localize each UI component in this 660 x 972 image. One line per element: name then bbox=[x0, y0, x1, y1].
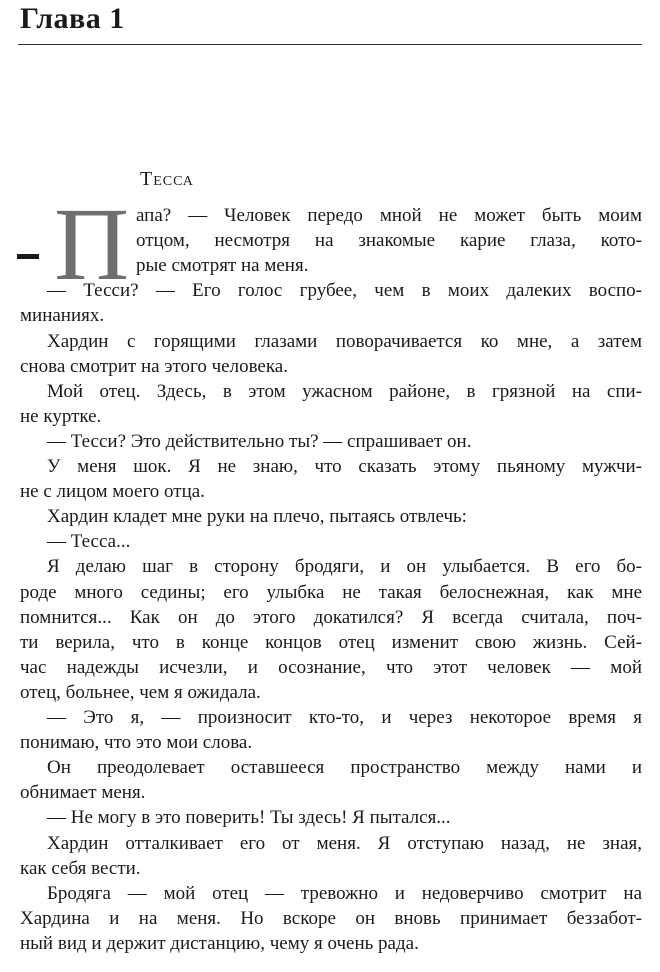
text-line: минаниях. bbox=[20, 305, 105, 327]
text-line: — Не могу в это поверить! Ты здесь! Я пытался... bbox=[47, 807, 451, 829]
text-line: помнится... Как он до этого докатился? Я всегда считала, поч- bbox=[20, 606, 642, 628]
text-line: У меня шок. Я не знаю, что сказать этому пьяному мужчи- bbox=[47, 456, 642, 477]
text-line: ный вид и держит дистанцию, чему я очень рада. bbox=[20, 932, 419, 954]
chapter-title: Глава 1 bbox=[20, 2, 125, 35]
text-line: Хардин с горящими глазами поворачивается ко мне, а затем bbox=[47, 330, 642, 352]
text-line: — Тесси? Это действительно ты? — спрашивает он. bbox=[47, 430, 472, 452]
text-line: обнимает меня. bbox=[20, 782, 146, 804]
text-line: роде много седины; его улыбка не такая белоснежная, как мне bbox=[20, 581, 642, 603]
text-line: ти верила, что в конце концов отец изменит свою жизнь. Сей- bbox=[20, 631, 642, 653]
text-line: — Это я, — произносит кто-то, и через некоторое время я bbox=[47, 707, 642, 728]
text-line: Хардин кладет мне руки на плечо, пытаясь отвлечь: bbox=[47, 506, 467, 528]
pov-character-name: Тесса bbox=[140, 168, 194, 190]
text-line: Мой отец. Здесь, в этом ужасном районе, в грязной на спи- bbox=[47, 380, 642, 402]
text-line: отец, больнее, чем я ожидала. bbox=[20, 681, 261, 703]
text-line: апа? — Человек передо мной не может быть моим bbox=[136, 205, 642, 226]
text-line: Я делаю шаг в сторону бродяги, и он улыбается. В его бо- bbox=[47, 556, 642, 578]
text-line: не с лицом моего отца. bbox=[20, 481, 205, 503]
text-line: не куртке. bbox=[20, 405, 102, 427]
text-line: час надежды исчезли, и осознание, что этот человек — мой bbox=[20, 656, 642, 678]
text-line: Он преодолевает оставшееся пространство между нами и bbox=[47, 757, 642, 779]
text-line: снова смотрит на этого человека. bbox=[20, 355, 288, 377]
text-line: как себя вести. bbox=[20, 857, 141, 879]
text-line: понимаю, что это мои слова. bbox=[20, 732, 253, 754]
text-line: — Тесси? — Его голос грубее, чем в моих далеких воспо- bbox=[47, 280, 642, 302]
text-line: отцом, несмотря на знакомые карие глаза, кото- bbox=[136, 230, 642, 252]
text-line: Бродяга — мой отец — тревожно и недоверчиво смотрит на bbox=[47, 882, 642, 904]
text-line: Хардин отталкивает его от меня. Я отступаю назад, не зная, bbox=[47, 832, 642, 854]
drop-cap-letter: П bbox=[54, 187, 130, 302]
text-line: Хардина и на меня. Но вскоре он вновь принимает беззабот- bbox=[20, 907, 642, 929]
text-line: — Тесса... bbox=[47, 531, 131, 553]
text-line: рые смотрят на меня. bbox=[136, 255, 309, 277]
